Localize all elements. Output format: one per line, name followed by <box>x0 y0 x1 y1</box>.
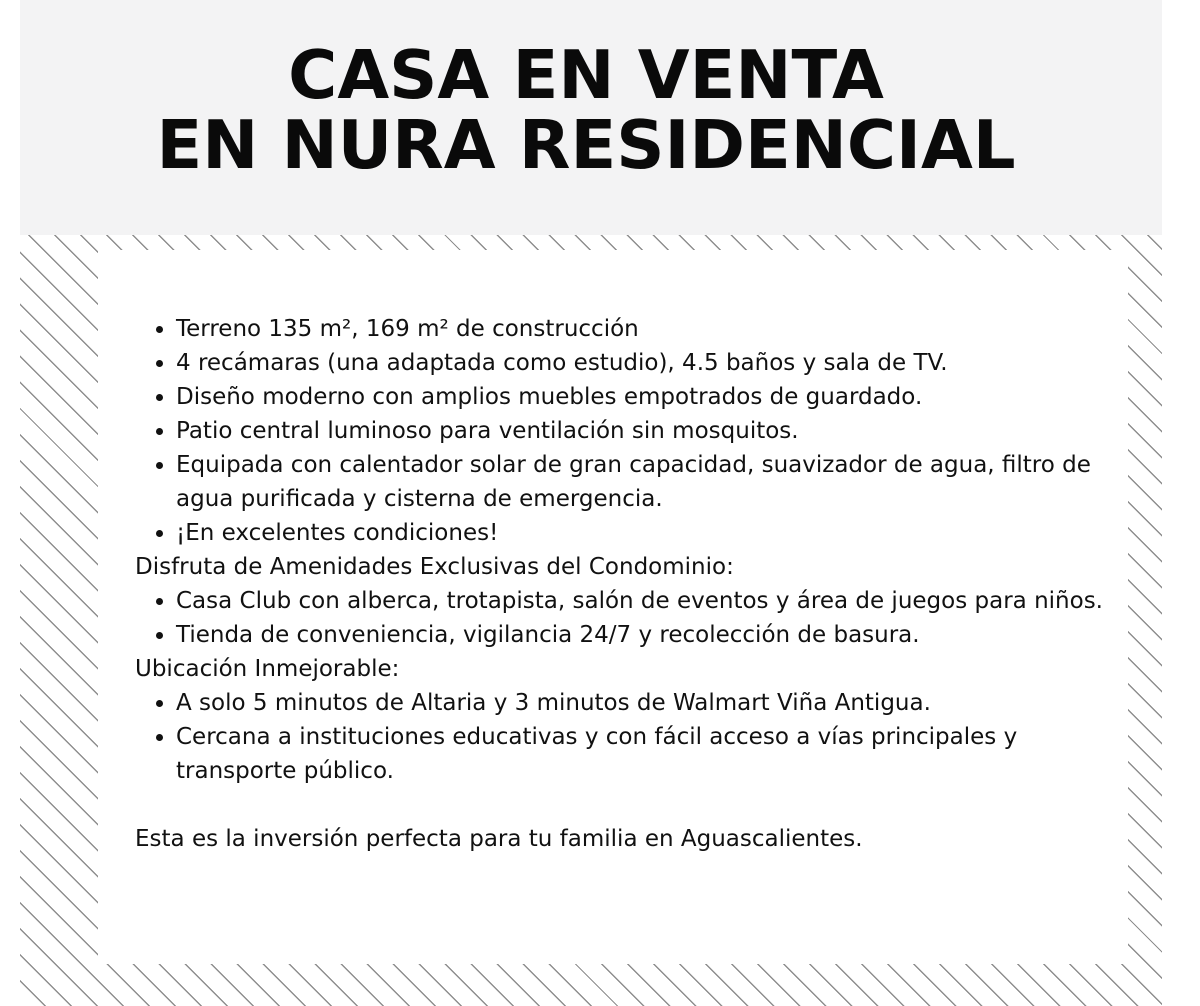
closing-statement: Esta es la inversión perfecta para tu familia en Aguascalientes. <box>135 826 863 852</box>
list-item: • Cercana a instituciones educativas y con fácil acceso a vías principales y transporte público. <box>176 720 1115 788</box>
list-item: • ¡En excelentes condiciones! <box>176 516 1115 550</box>
page-title <box>20 36 1152 184</box>
features-list <box>135 312 1115 550</box>
location-heading: Ubicación Inmejorable: <box>135 656 400 682</box>
list-item: • Terreno 135 m², 169 m² de construcción <box>176 312 1115 346</box>
title-line-2: EN NURA RESIDENCIAL <box>156 106 1016 184</box>
list-item: • Diseño moderno con amplios muebles empotrados de guardado. <box>176 380 1115 414</box>
list-item: • Equipada con calentador solar de gran capacidad, suavizador de agua, filtro de agua purificada y cisterna de emergencia. <box>176 448 1115 516</box>
list-item: • 4 recámaras (una adaptada como estudio), 4.5 baños y sala de TV. <box>176 346 1115 380</box>
location-list <box>135 686 1115 788</box>
amenities-heading: Disfruta de Amenidades Exclusivas del Condominio: <box>135 554 734 580</box>
list-item: • Tienda de conveniencia, vigilancia 24/7 y recolección de basura. <box>176 618 1115 652</box>
amenities-list <box>135 584 1115 652</box>
list-item: • Patio central luminoso para ventilación sin mosquitos. <box>176 414 1115 448</box>
list-item: • Casa Club con alberca, trotapista, salón de eventos y área de juegos para niños. <box>176 584 1115 618</box>
title-banner <box>20 0 1162 235</box>
list-item: • A solo 5 minutos de Altaria y 3 minutos de Walmart Viña Antigua. <box>176 686 1115 720</box>
title-line-1: CASA EN VENTA <box>288 36 884 114</box>
listing-details <box>135 312 1115 856</box>
